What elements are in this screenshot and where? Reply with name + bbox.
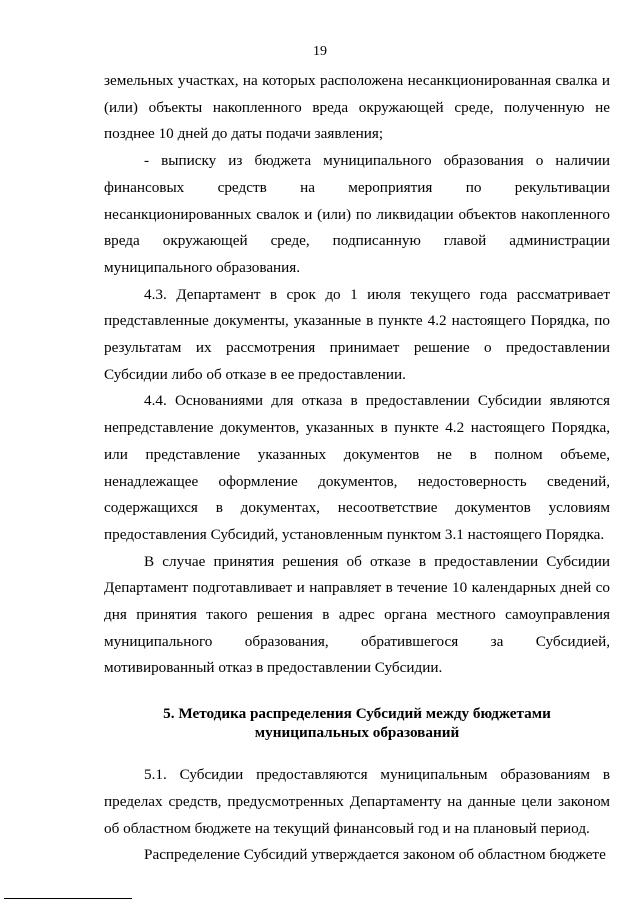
- paragraph-budget-extract: - выписку из бюджета муниципального образования о наличии финансовых средств на мероприятия по рекультивации несанкционированных свалок и (или) по ликвидации объектов накопленного вреда окружающей среде, подписанную главой администрации муниципального образования.: [104, 152, 610, 276]
- paragraph-refusal-case: В случае принятия решения об отказе в предоставлении Субсидии Департамент подготавливает и направляет в течение 10 календарных дней со дня принятия такого решения в адрес органа местного самоуправления муниципального образования, обратившегося за Субсидией, мотивированный отказ в предоставлении Субсидии.: [104, 552, 610, 677]
- paragraph-4-3: 4.3. Департамент в срок до 1 июля текущего года рассматривает представленные документы, указанные в пункте 4.2 настоящего Порядка, по результатам их рассмотрения принимает решение о предоставлении Субсидии либо об отказе в ее предоставлении.: [104, 285, 610, 383]
- paragraph-4-4: 4.4. Основаниями для отказа в предоставлении Субсидии являются непредставление документов, указанных в пункте 4.2 настоящего Порядка, или представление указанных документов не в полном объеме, ненадлежащее оформление документов, недостоверность сведений, содержащихся в документах, несоответствие документов условиям предоставления Субсидий, установленным пунктом 3.1 настоящего Порядка.: [104, 392, 610, 543]
- paragraph-continuation: земельных участках, на которых расположена несанкционированная свалка и (или) объекты накопленного вреда окружающей среде, полученную не позднее 10 дней до даты подачи заявления;: [104, 72, 610, 143]
- document-body: [104, 68, 610, 869]
- paragraph-5-1: 5.1. Субсидии предоставляются муниципальным образованиям в пределах средств, предусмотренных Департаменту на данные цели законом об областном бюджете на текущий финансовый год и на плановый период.: [104, 766, 610, 837]
- footnote-divider: [4, 898, 132, 899]
- paragraph-distribution: Распределение Субсидий утверждается законом об областном бюджете: [144, 846, 606, 864]
- page-number: 19: [313, 44, 327, 59]
- section-heading: 5. Методика распределения Субсидий между бюджетами муниципальных образований: [163, 705, 551, 742]
